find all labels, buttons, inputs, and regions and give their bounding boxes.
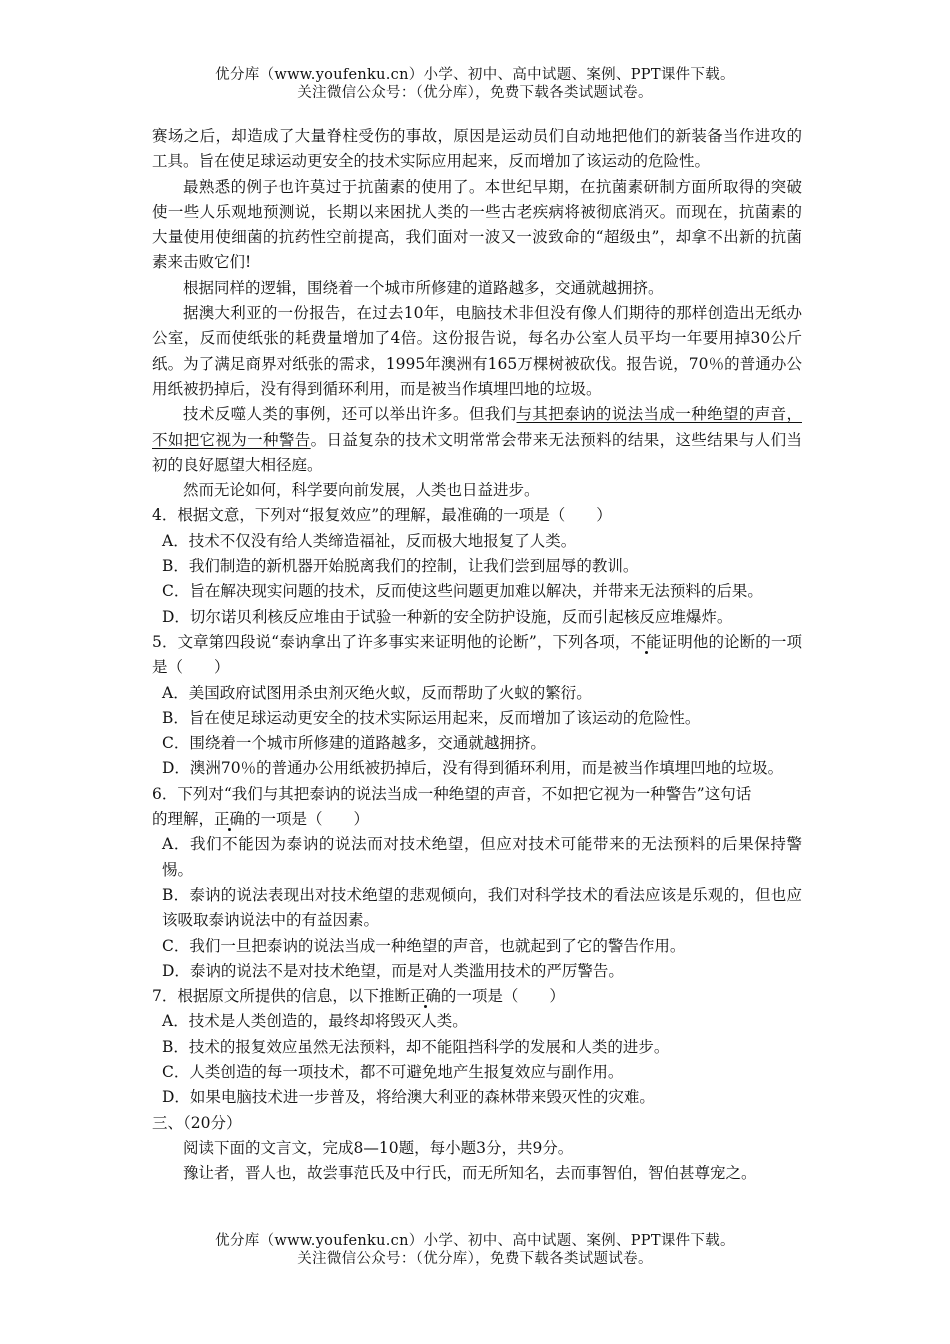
passage-paragraph: 最熟悉的例子也许莫过于抗菌素的使用了。本世纪早期，在抗菌素研制方面所取得的突破使一些人乐观地预测说，长期以来困扰人类的一些古老疾病将被彻底消灭。而现在，抗菌素的大量使用使细菌的抗药性空前提高，我们面对一波又一波致命的“超级虫”，却拿不出新的抗菌素来击败它们! <box>152 177 802 272</box>
text-span: 证明他的论断的一项是（ ） <box>152 632 802 677</box>
text-span: 。日益复杂的技术文明常常会带来无法预料的结果，这些结果与人们当初的良好愿望大相径庭。 <box>152 430 802 474</box>
passage-paragraph: 据澳大利亚的一份报告，在过去10年，电脑技术非但没有像人们期待的那样创造出无纸办公室，反而使纸张的耗费量增加了4倍。这份报告说，每名办公室人员平均一年要用掉30公斤纸。为了满足商界对纸张的需求，1995年澳洲有165万棵树被砍伐。报告说，70％的普通办公用纸被扔掉后，没有得到循环利用，而是被当作填埋凹地的垃圾。 <box>152 304 802 398</box>
question-7-option-c: C．人类创造的每一项技术，都不可避免地产生报复效应与副作用。 <box>162 1062 624 1081</box>
document-body <box>152 124 802 1186</box>
text-span: 的一项是（ ） <box>245 810 370 829</box>
section-3-title: 三、（20分） <box>152 1113 242 1132</box>
passage-paragraph: 根据同样的逻辑，围绕着一个城市所修建的道路越多，交通就越拥挤。 <box>183 278 664 297</box>
question-7-option-b: B．技术的报复效应虽然无法预料，却不能阻挡科学的发展和人类的进步。 <box>162 1037 670 1056</box>
header-line-2: 关注微信公众号：（优分库），免费下载各类试题试卷。 <box>297 85 653 101</box>
text-span: 的一项是（ ） <box>440 987 565 1006</box>
question-7-stem <box>152 984 802 1009</box>
text-span: 技术反噬人类的事例，还可以举出许多。但我们 <box>183 405 517 424</box>
question-6-option-b: B．泰讷的说法表现出对技术绝望的悲观倾向，我们对科学技术的看法应该是乐观的，但也应该吸取泰讷说法中的有益因素。 <box>162 885 802 930</box>
question-5-option-d: D．澳洲70％的普通办公用纸被扔掉后，没有得到循环利用，而是被当作填埋凹地的垃圾。 <box>162 759 784 778</box>
text-span: 的理解， <box>152 810 215 829</box>
question-7-option-a: A．技术是人类创造的，最终却将毁灭人类。 <box>162 1012 468 1031</box>
passage-paragraph: 然而无论如何，科学要向前发展，人类也日益进步。 <box>183 481 540 500</box>
question-5-stem <box>152 630 802 681</box>
question-6-stem-line-1: 6．下列对“我们与其把泰讷的说法当成一种绝望的声音，不如把它视为一种警告”这句话 <box>152 784 752 803</box>
question-5-option-b: B．旨在使足球运动更安全的技术实际运用起来，反而增加了该运动的危险性。 <box>162 708 701 727</box>
question-6-option-c: C．我们一旦把泰讷的说法当成一种绝望的声音，也就起到了它的警告作用。 <box>162 936 686 955</box>
footer-line-2: 关注微信公众号：（优分库），免费下载各类试题试卷。 <box>297 1251 653 1267</box>
passage-paragraph: 赛场之后，却造成了大量脊柱受伤的事故，原因是运动员们自动地把他们的新装备当作进攻的工具。旨在使足球运动更安全的技术实际应用起来，反而增加了该运动的危险性。 <box>152 127 802 171</box>
emphasis-dotted: 正确 <box>214 810 246 829</box>
classical-text-paragraph: 豫让者，晋人也，故尝事范氏及中行氏，而无所知名，去而事智伯，智伯甚尊宠之。 <box>183 1164 757 1183</box>
underlined-sentence: 与其把泰讷的说法当成一种绝望的声音，不如把它视为一种警告 <box>152 405 802 449</box>
question-4-option-a: A．技术不仅没有给人类缔造福祉，反而极大地报复了人类。 <box>162 531 577 550</box>
question-5-option-c: C．围绕着一个城市所修建的道路越多，交通就越拥挤。 <box>162 734 546 753</box>
question-4-option-c: C．旨在解决现实问题的技术，反而使这些问题更加难以解决，并带来无法预料的后果。 <box>162 582 763 601</box>
text-span: 5．文章第四段说“泰讷拿出了许多事实来证明他的论断”，下列各项， <box>152 632 631 651</box>
passage-paragraph <box>152 402 802 478</box>
question-4-option-d: D．切尔诺贝利核反应堆由于试验一种新的安全防护设施，反而引起核反应堆爆炸。 <box>162 607 733 626</box>
page-footer <box>0 1232 950 1268</box>
question-5-option-a: A．美国政府试图用杀虫剂灭绝火蚁，反而帮助了火蚁的繁衍。 <box>162 683 592 702</box>
text-span: 7．根据原文所提供的信息，以下推断 <box>152 987 410 1006</box>
section-3-instruction: 阅读下面的文言文，完成8—10题，每小题3分，共9分。 <box>183 1138 574 1157</box>
question-6-stem-line-2 <box>152 807 802 832</box>
emphasis-dotted: 不能 <box>630 632 662 651</box>
question-7-option-d: D．如果电脑技术进一步普及，将给澳大利亚的森林带来毁灭性的灾难。 <box>162 1088 655 1107</box>
header-line-1: 优分库（www.youfenku.cn）小学、初中、高中试题、案例、PPT课件下载。 <box>215 67 735 83</box>
emphasis-dotted: 正确 <box>409 987 441 1006</box>
question-4-option-b: B．我们制造的新机器开始脱离我们的控制，让我们尝到屈辱的教训。 <box>162 557 639 576</box>
question-6-option-a: A．我们不能因为泰讷的说法而对技术绝望，但应对技术可能带来的无法预料的后果保持警惕。 <box>162 835 802 879</box>
question-4-stem: 4．根据文意，下列对“报复效应”的理解，最准确的一项是（ ） <box>152 506 612 525</box>
page-header <box>0 66 950 102</box>
footer-line-1: 优分库（www.youfenku.cn）小学、初中、高中试题、案例、PPT课件下载。 <box>215 1233 735 1249</box>
question-6-option-d: D．泰讷的说法不是对技术绝望，而是对人类滥用技术的严厉警告。 <box>162 961 624 980</box>
